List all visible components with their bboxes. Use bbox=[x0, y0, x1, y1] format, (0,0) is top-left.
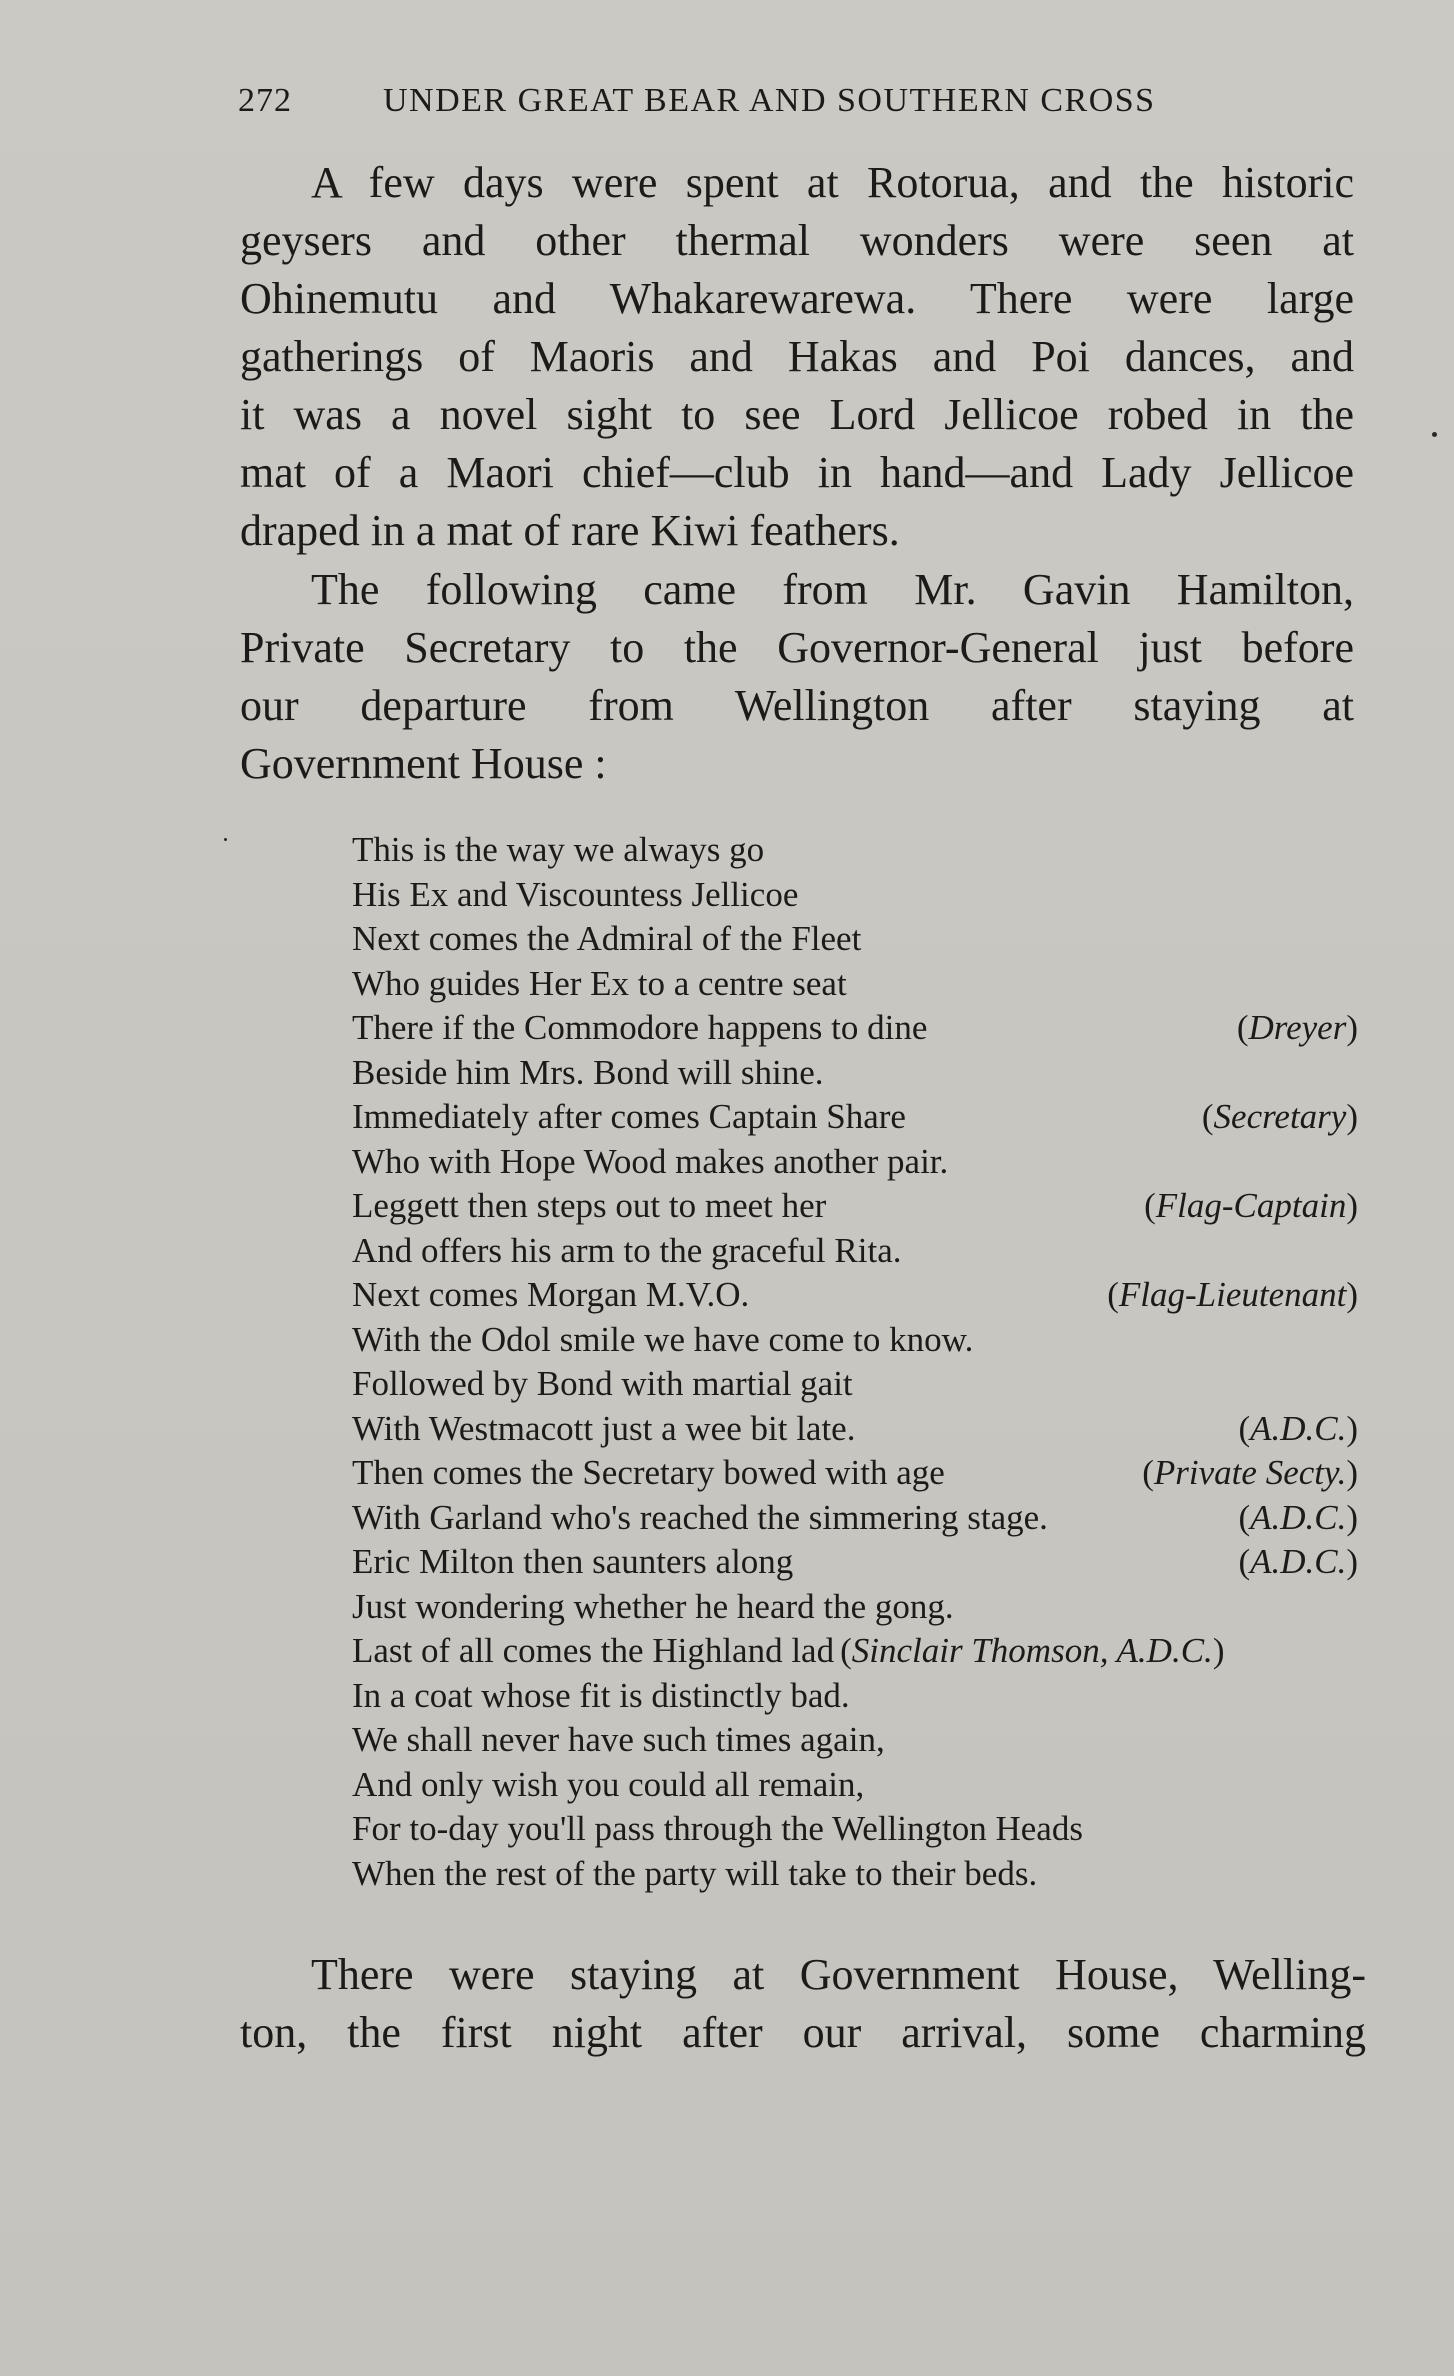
poem-line bbox=[352, 1540, 1358, 1585]
poem-line-text: With Garland who's reached the simmering stage. bbox=[352, 1497, 1048, 1537]
poem-line bbox=[352, 1095, 1358, 1140]
poem-line bbox=[352, 1006, 1358, 1051]
poem-line-text: Last of all comes the Highland lad bbox=[352, 1631, 835, 1670]
poem-annotation-text: Sinclair Thomson, A.D.C. bbox=[851, 1631, 1213, 1670]
poem-annotation-text: A.D.C. bbox=[1250, 1408, 1347, 1448]
paragraph-line: ton, the first night after our arrival, some charming bbox=[240, 2008, 1366, 2057]
poem-line-text: Beside him Mrs. Bond will shine. bbox=[352, 1052, 824, 1092]
paragraph-hamilton bbox=[240, 561, 1354, 793]
poem-line bbox=[352, 873, 1358, 918]
poem-line-text: In a coat whose fit is distinctly bad. bbox=[352, 1675, 850, 1715]
running-title: UNDER GREAT BEAR AND SOUTHERN CROSS bbox=[383, 82, 1156, 119]
poem-line bbox=[352, 1362, 1358, 1407]
poem-line bbox=[352, 1585, 1358, 1630]
poem-line bbox=[352, 1807, 1358, 1852]
poem-annotation: (A.D.C.) bbox=[1238, 1408, 1358, 1448]
poem-line-text: Next comes Morgan M.V.O. bbox=[352, 1275, 750, 1314]
paragraph-rotorua bbox=[240, 154, 1354, 560]
paragraph-line: our departure from Wellington after staying at bbox=[240, 681, 1354, 730]
poem-line bbox=[352, 1852, 1358, 1897]
poem-line bbox=[352, 1051, 1358, 1096]
poem-line bbox=[352, 1718, 1358, 1763]
poem-line bbox=[352, 1229, 1358, 1274]
poem-line-text: Then comes the Secretary bowed with age bbox=[352, 1453, 945, 1492]
poem-line bbox=[352, 1629, 1358, 1674]
poem-line-text: Immediately after comes Captain Share bbox=[352, 1097, 906, 1136]
poem-annotation: (Secretary) bbox=[1201, 1097, 1358, 1136]
poem-line-text: Just wondering whether he heard the gong. bbox=[352, 1586, 954, 1626]
poem-line-text: With the Odol smile we have come to know. bbox=[352, 1319, 974, 1359]
poem-line-text: This is the way we always go bbox=[352, 830, 765, 869]
poem-line bbox=[352, 1674, 1358, 1719]
poem-line-text: Leggett then steps out to meet her bbox=[352, 1186, 827, 1225]
poem-annotation-text: Flag-Captain bbox=[1155, 1186, 1347, 1225]
page-header bbox=[238, 82, 1238, 130]
poem-annotation-text: Dreyer bbox=[1248, 1008, 1347, 1047]
poem-line bbox=[352, 1140, 1358, 1185]
paragraph-government-house bbox=[240, 1946, 1366, 2062]
poem-annotation: (Private Secty.) bbox=[1142, 1453, 1358, 1492]
poem-line-text: And only wish you could all remain, bbox=[352, 1764, 865, 1804]
poem-line-text: Next comes the Admiral of the Fleet bbox=[352, 919, 862, 958]
poem-line-text: For to-day you'll pass through the Wellington Heads bbox=[352, 1809, 1083, 1848]
poem-annotation-text: Flag-Lieutenant bbox=[1118, 1275, 1347, 1314]
poem-line bbox=[352, 1184, 1358, 1229]
poem-line bbox=[352, 1273, 1358, 1318]
paragraph-line: A few days were spent at Rotorua, and the historic bbox=[311, 158, 1354, 207]
poem-line-text: With Westmacott just a wee bit late. bbox=[352, 1408, 856, 1448]
paragraph-line: Private Secretary to the Governor-General just before bbox=[240, 623, 1354, 672]
poem-annotation: (Flag-Captain) bbox=[1144, 1186, 1358, 1225]
poem-annotation: (A.D.C.) bbox=[1238, 1497, 1358, 1537]
poem-line-text: Who guides Her Ex to a centre seat bbox=[352, 963, 847, 1003]
poem-annotation: (Sinclair Thomson, A.D.C.) bbox=[840, 1631, 1225, 1670]
poem-line bbox=[352, 962, 1358, 1007]
poem-annotation: (A.D.C.) bbox=[1238, 1542, 1358, 1581]
paragraph-line: There were staying at Government House, Welling- bbox=[311, 1950, 1366, 1999]
poem-line bbox=[352, 1451, 1358, 1496]
page-number: 272 bbox=[238, 82, 292, 119]
poem-line-text: And offers his arm to the graceful Rita. bbox=[352, 1230, 902, 1270]
poem-line-text: Eric Milton then saunters along bbox=[352, 1542, 794, 1581]
poem-line bbox=[352, 1318, 1358, 1363]
paragraph-line: draped in a mat of rare Kiwi feathers. bbox=[240, 506, 900, 555]
poem-annotation-text: Private Secty. bbox=[1153, 1453, 1347, 1492]
poem-annotation-text: Secretary bbox=[1213, 1097, 1347, 1136]
poem-line bbox=[352, 1407, 1358, 1452]
paragraph-line: it was a novel sight to see Lord Jellicoe robed in the bbox=[240, 390, 1354, 439]
margin-speck bbox=[1432, 432, 1437, 437]
margin-speck bbox=[224, 838, 227, 841]
poem-line-text: We shall never have such times again, bbox=[352, 1720, 885, 1759]
poem-annotation: (Dreyer) bbox=[1236, 1008, 1358, 1047]
paragraph-line: Government House : bbox=[240, 739, 607, 788]
poem-annotation: (Flag-Lieutenant) bbox=[1107, 1275, 1358, 1314]
poem-line bbox=[352, 828, 1358, 873]
poem bbox=[352, 828, 1358, 1896]
paragraph-line: gatherings of Maoris and Hakas and Poi dances, and bbox=[240, 332, 1354, 381]
paragraph-line: geysers and other thermal wonders were seen at bbox=[240, 216, 1354, 265]
poem-line bbox=[352, 1496, 1358, 1541]
poem-line bbox=[352, 917, 1358, 962]
poem-line-text: His Ex and Viscountess Jellicoe bbox=[352, 874, 799, 914]
poem-annotation-text: A.D.C. bbox=[1250, 1542, 1347, 1581]
paragraph-line: Ohinemutu and Whakarewarewa. There were large bbox=[240, 274, 1354, 323]
poem-line-text: Followed by Bond with martial gait bbox=[352, 1364, 853, 1403]
paragraph-line: The following came from Mr. Gavin Hamilton, bbox=[311, 565, 1354, 614]
poem-line-text: When the rest of the party will take to their beds. bbox=[352, 1853, 1038, 1893]
poem-line-text: Who with Hope Wood makes another pair. bbox=[352, 1141, 949, 1181]
poem-annotation-text: A.D.C. bbox=[1250, 1497, 1347, 1537]
paragraph-line: mat of a Maori chief—club in hand—and Lady Jellicoe bbox=[240, 448, 1354, 497]
poem-line bbox=[352, 1763, 1358, 1808]
poem-line-text: There if the Commodore happens to dine bbox=[352, 1008, 928, 1047]
